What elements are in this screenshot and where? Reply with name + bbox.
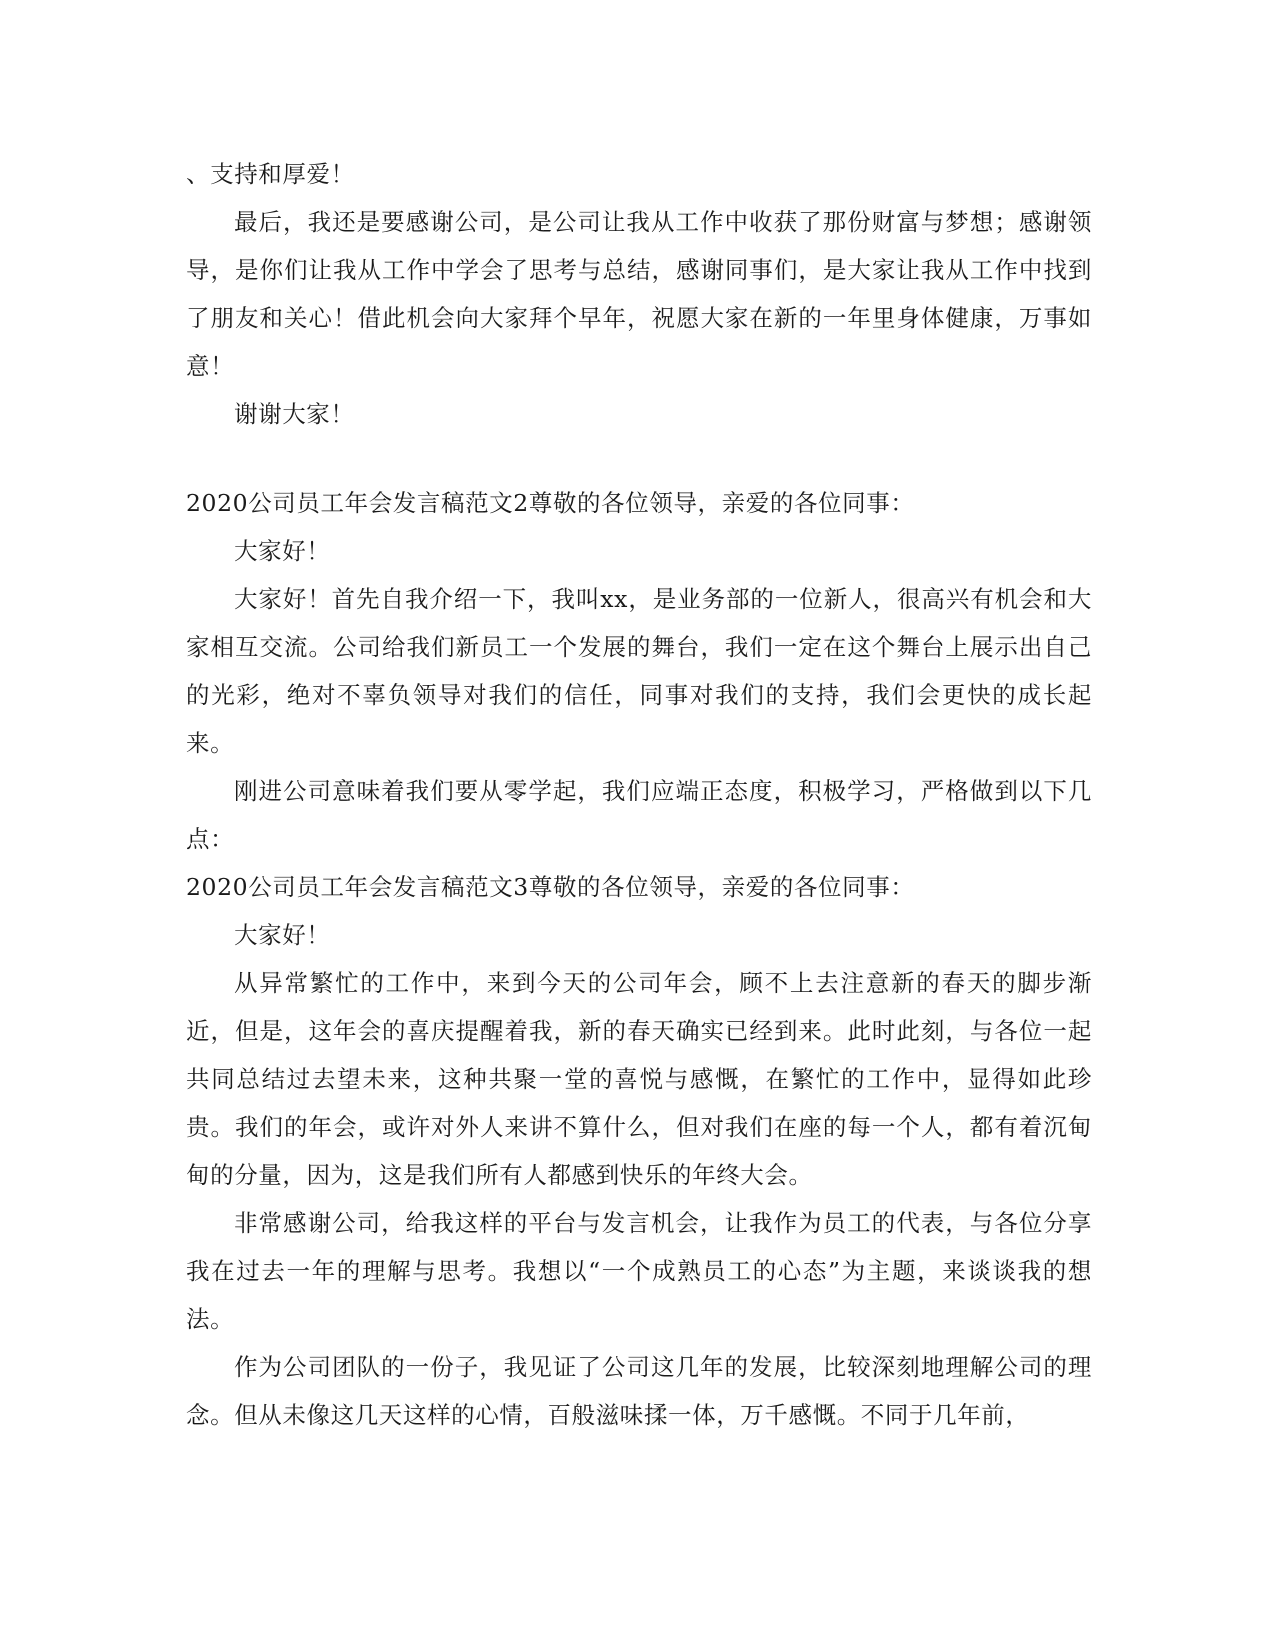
section-heading-speech-2: 2020公司员工年会发言稿范文2尊敬的各位领导，亲爱的各位同事： bbox=[186, 489, 915, 517]
section-gap bbox=[186, 438, 1092, 479]
paragraph-thank-you: 谢谢大家！ bbox=[234, 400, 355, 428]
section-heading-speech-3: 2020公司员工年会发言稿范文3尊敬的各位领导，亲爱的各位同事： bbox=[186, 873, 915, 901]
paragraph-speech-theme: 非常感谢公司，给我这样的平台与发言机会，让我作为员工的代表，与各位分享我在过去一年的理解与思考。我想以“一个成熟员工的心态”为主题，来谈谈我的想法。 bbox=[186, 1209, 1092, 1333]
paragraph-final-thanks: 最后，我还是要感谢公司，是公司让我从工作中收获了那份财富与梦想；感谢领导，是你们让我从工作中学会了思考与总结，感谢同事们，是大家让我从工作中找到了朋友和关心！借此机会向大家拜个早年，祝愿大家在新的一年里身体健康，万事如意！ bbox=[186, 208, 1092, 380]
paragraph-support-closing: 、支持和厚爱！ bbox=[186, 160, 355, 188]
document-body bbox=[186, 150, 1092, 1439]
paragraph-greeting-2: 大家好！ bbox=[234, 537, 331, 565]
paragraph-team-member: 作为公司团队的一份子，我见证了公司这几年的发展，比较深刻地理解公司的理念。但从未像这几天这样的心情，百般滋味揉一体，万千感慨。不同于几年前， bbox=[186, 1353, 1092, 1429]
paragraph-greeting-3: 大家好！ bbox=[234, 921, 331, 949]
paragraph-self-introduction: 大家好！首先自我介绍一下，我叫xx，是业务部的一位新人，很高兴有机会和大家相互交流。公司给我们新员工一个发展的舞台，我们一定在这个舞台上展示出自己的光彩，绝对不辜负领导对我们的信任，同事对我们的支持，我们会更快的成长起来。 bbox=[186, 585, 1092, 757]
paragraph-annual-meeting: 从异常繁忙的工作中，来到今天的公司年会，顾不上去注意新的春天的脚步渐近，但是，这年会的喜庆提醒着我，新的春天确实已经到来。此时此刻，与各位一起共同总结过去望未来，这种共聚一堂的喜悦与感慨，在繁忙的工作中，显得如此珍贵。我们的年会，或许对外人来讲不算什么，但对我们在座的每一个人，都有着沉甸甸的分量，因为，这是我们所有人都感到快乐的年终大会。 bbox=[186, 969, 1092, 1189]
paragraph-new-employee-points: 刚进公司意味着我们要从零学起，我们应端正态度，积极学习，严格做到以下几点： bbox=[186, 777, 1092, 853]
